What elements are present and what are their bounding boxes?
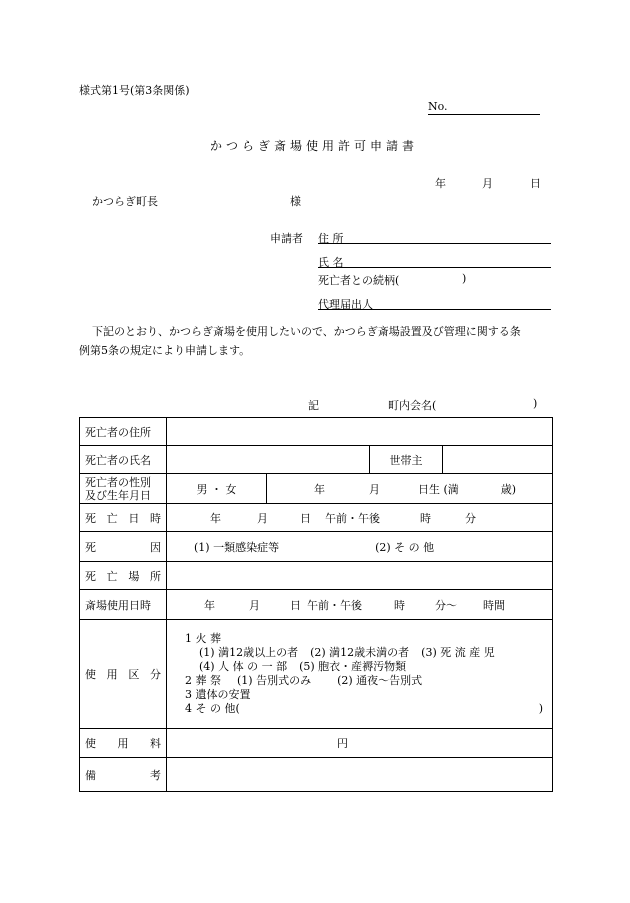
usage-1-row-b (185, 660, 547, 674)
town-council-open: 町内会名( (388, 399, 437, 412)
deceased-name-field[interactable] (167, 446, 370, 474)
usage-2-row (185, 674, 547, 688)
household-head-label: 世帯主 (370, 446, 443, 474)
birth-date-field[interactable] (267, 474, 553, 504)
date-day: 日 (530, 177, 541, 190)
table-row (80, 729, 553, 758)
style-number: 様式第1号(第3条関係) (79, 84, 190, 97)
deceased-address-label: 死亡者の住所 (80, 418, 167, 446)
birth-year-label: 年 (314, 482, 325, 496)
usage-3[interactable]: 3 遺体の安置 (185, 688, 251, 701)
agent-label: 代理届出人 (318, 298, 373, 311)
date-year: 年 (435, 177, 446, 190)
table-row (80, 504, 553, 532)
usage-label: 使用区分 (80, 620, 167, 729)
dt-minute-label: 分 (465, 511, 476, 525)
deceased-name-label: 死亡者の氏名 (80, 446, 167, 474)
no-field[interactable] (428, 102, 540, 115)
dt-year-label: 年 (210, 511, 221, 525)
table-row (80, 590, 553, 620)
applicant-name-label: 氏 名 (318, 256, 344, 269)
usage-2[interactable]: 2 葬 祭 (185, 674, 221, 687)
birth-month-label: 月 (369, 482, 380, 496)
usage-4[interactable]: 4 そ の 他( (185, 702, 240, 715)
ut-year-label: 年 (204, 598, 215, 612)
honorific: 様 (290, 195, 301, 208)
ut-month-label: 月 (249, 598, 260, 612)
birth-day-label: 日生 (満 (418, 482, 459, 496)
cause-field[interactable] (167, 532, 553, 562)
dt-ampm-label: 午前・午後 (325, 511, 380, 525)
cause-option-2[interactable]: (2) そ の 他 (375, 540, 435, 554)
ut-day-label: 日 (290, 598, 301, 612)
remarks-label: 備考 (80, 758, 167, 792)
death-datetime-field[interactable] (167, 504, 553, 532)
usage-1[interactable]: 1 火 葬 (185, 632, 221, 645)
use-datetime-field[interactable] (167, 590, 553, 620)
page-title: かつらぎ斎場使用許可申請書 (210, 139, 419, 153)
addressee: かつらぎ町長 (92, 195, 158, 208)
application-table (79, 417, 553, 792)
usage-2-1[interactable]: (1) 告別式のみ (237, 674, 312, 687)
body-text-line2: 例第5条の規定により申請します。 (79, 344, 251, 357)
usage-1-3[interactable]: (3) 死 流 産 児 (421, 646, 495, 659)
death-place-field[interactable] (167, 562, 553, 590)
cause-label: 死因 (80, 532, 167, 562)
date-month: 月 (482, 177, 493, 190)
usage-4-close: ) (538, 702, 543, 715)
age-close-label: 歳) (500, 482, 517, 496)
table-row (80, 620, 553, 729)
table-row (80, 532, 553, 562)
fee-label: 使用料 (80, 729, 167, 758)
death-place-label: 死亡場所 (80, 562, 167, 590)
relation-open: 死亡者との続柄( (318, 274, 400, 287)
ut-minute-label: 分〜 (435, 598, 457, 612)
cause-option-1[interactable]: (1) 一類感染症等 (194, 540, 280, 554)
table-row (80, 418, 553, 446)
dt-month-label: 月 (257, 511, 268, 525)
usage-1-2[interactable]: (2) 満12歳未満の者 (310, 646, 410, 659)
ut-hour-label: 時 (394, 598, 405, 612)
usage-1-4[interactable]: (4) 人 体 の 一 部 (199, 660, 288, 673)
fee-unit: 円 (337, 737, 348, 750)
usage-1-row-a (185, 646, 547, 660)
usage-1-1[interactable]: (1) 満12歳以上の者 (199, 646, 299, 659)
gender-options[interactable]: 男 ・ 女 (167, 474, 267, 504)
usage-field[interactable] (167, 620, 553, 729)
applicant-address-label: 住 所 (318, 232, 344, 245)
fee-field[interactable] (167, 729, 553, 758)
applicant-name-field[interactable] (318, 254, 551, 268)
table-row (80, 562, 553, 590)
usage-1-5[interactable]: (5) 胞衣・産褥汚物類 (299, 660, 407, 673)
body-text-line1: 下記のとおり、かつらぎ斎場を使用したいので、かつらぎ斎場設置及び管理に関する条 (92, 325, 521, 338)
dt-day-label: 日 (300, 511, 311, 525)
relation-close: ) (462, 272, 467, 285)
table-row (80, 758, 553, 792)
applicant-label: 申請者 (270, 232, 303, 245)
ut-duration-label: 時間 (483, 598, 505, 612)
gender-birth-label (80, 474, 167, 504)
gender-birth-label-line1: 死亡者の性別 (85, 475, 151, 489)
no-label: No. (428, 100, 448, 113)
table-row (80, 474, 553, 504)
household-head-field[interactable] (443, 446, 553, 474)
agent-field[interactable] (318, 296, 551, 310)
remarks-field[interactable] (167, 758, 553, 792)
use-datetime-label: 斎場使用日時 (80, 590, 167, 620)
applicant-address-field[interactable] (318, 230, 551, 244)
deceased-address-field[interactable] (167, 418, 553, 446)
usage-4-row (185, 702, 547, 716)
usage-2-2[interactable]: (2) 通夜〜告別式 (337, 674, 423, 687)
ut-ampm-label: 午前・午後 (307, 598, 362, 612)
dt-hour-label: 時 (420, 511, 431, 525)
gender-birth-label-line2: 及び生年月日 (85, 488, 151, 502)
death-datetime-label: 死亡日時 (80, 504, 167, 532)
table-row (80, 446, 553, 474)
ki-label: 記 (308, 399, 319, 412)
town-council-close: ) (533, 397, 538, 410)
